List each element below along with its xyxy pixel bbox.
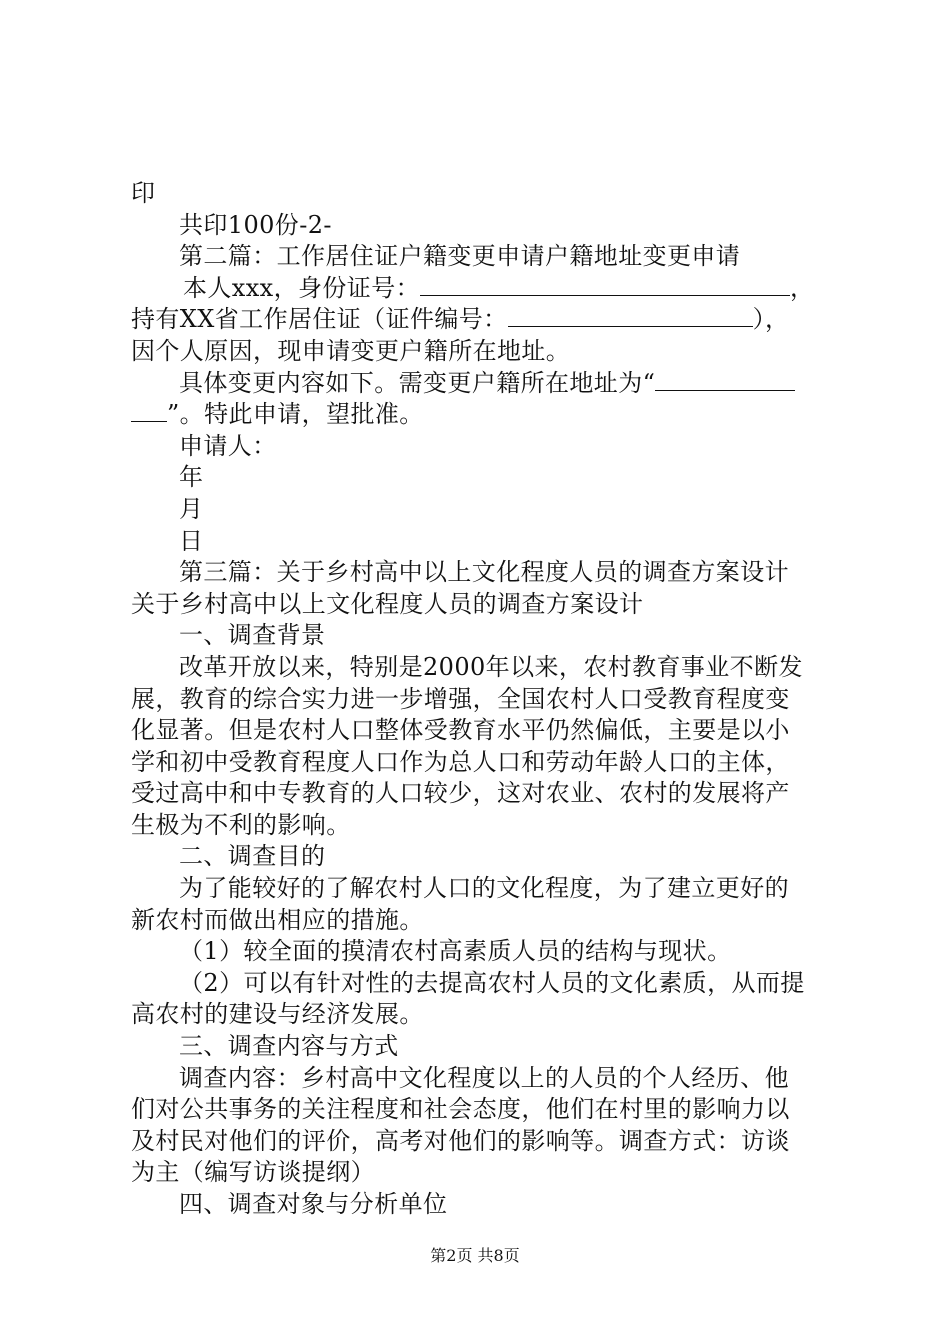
subsection-heading: 一、调查背景 bbox=[179, 621, 326, 650]
text-line: 及村民对他们的评价，高考对他们的影响等。调查方式：访谈 bbox=[131, 1126, 790, 1155]
text-line: 印 bbox=[131, 179, 156, 207]
text-line: （2）可以有针对性的去提高农村人员的文化素质，从而提 bbox=[179, 968, 805, 997]
text-line: 因个人原因，现申请变更户籍所在地址。 bbox=[131, 336, 571, 365]
text-line bbox=[131, 368, 836, 400]
text-line: 生极为不利的影响。 bbox=[131, 810, 351, 839]
text-line: 展，教育的综合实力进一步增强，全国农村人口受教育程度变 bbox=[131, 684, 790, 713]
text-line: 学和初中受教育程度人口作为总人口和劳动年龄人口的主体， bbox=[131, 747, 790, 776]
text-segment: 具体变更内容如下。需变更户籍所在地址为“ bbox=[179, 368, 656, 397]
text-line: 申请人： bbox=[179, 431, 277, 460]
text-line: 们对公共事务的关注程度和社会态度，他们在村里的影响力以 bbox=[131, 1095, 790, 1124]
blank-underline bbox=[131, 401, 167, 422]
text-line: 调查内容：乡村高中文化程度以上的人员的个人经历、他 bbox=[179, 1063, 789, 1092]
section-heading: 第二篇：工作居住证户籍变更申请户籍地址变更申请 bbox=[179, 242, 741, 271]
text-line: 关于乡村高中以上文化程度人员的调查方案设计 bbox=[131, 589, 644, 618]
text-segment: ）， bbox=[752, 305, 790, 334]
blank-underline bbox=[420, 275, 790, 296]
text-line: 化显著。但是农村人口整体受教育水平仍然偏低，主要是以小 bbox=[131, 716, 790, 745]
text-segment: 持有XX省工作居住证（证件编号： bbox=[131, 305, 508, 334]
subsection-heading: 三、调查内容与方式 bbox=[179, 1032, 399, 1061]
text-line: 为了能较好的了解农村人口的文化程度，为了建立更好的 bbox=[179, 874, 789, 903]
text-line: （1）较全面的摸清农村高素质人员的结构与现状。 bbox=[179, 937, 732, 966]
text-line: 高农村的建设与经济发展。 bbox=[131, 1000, 424, 1029]
blank-underline bbox=[655, 370, 795, 391]
page-footer: 第2页 共8页 bbox=[430, 1246, 520, 1265]
text-segment: ， bbox=[790, 273, 815, 302]
text-line: 月 bbox=[179, 494, 204, 523]
text-line: 受过高中和中专教育的人口较少，这对农业、农村的发展将产 bbox=[131, 779, 790, 808]
text-line: 为主（编写访谈提纲） bbox=[131, 1158, 375, 1187]
subsection-heading: 四、调查对象与分析单位 bbox=[179, 1190, 448, 1218]
text-line: 新农村而做出相应的措施。 bbox=[131, 905, 424, 934]
text-line: 改革开放以来，特别是2000年以来，农村教育事业不断发 bbox=[179, 652, 803, 681]
subsection-heading: 二、调查目的 bbox=[179, 842, 326, 871]
text-line: 年 bbox=[179, 463, 204, 492]
blank-underline bbox=[508, 306, 753, 327]
text-segment: 本人xxx，身份证号： bbox=[183, 273, 421, 302]
document-body bbox=[131, 178, 836, 1221]
text-line: 日 bbox=[179, 526, 204, 555]
text-segment: ”。特此申请，望批准。 bbox=[167, 400, 424, 429]
text-line: 共印100份-2- bbox=[179, 210, 332, 239]
text-line bbox=[131, 304, 836, 336]
section-heading: 第三篇：关于乡村高中以上文化程度人员的调查方案设计 bbox=[179, 558, 789, 587]
text-line bbox=[131, 399, 836, 431]
text-line bbox=[131, 273, 836, 305]
